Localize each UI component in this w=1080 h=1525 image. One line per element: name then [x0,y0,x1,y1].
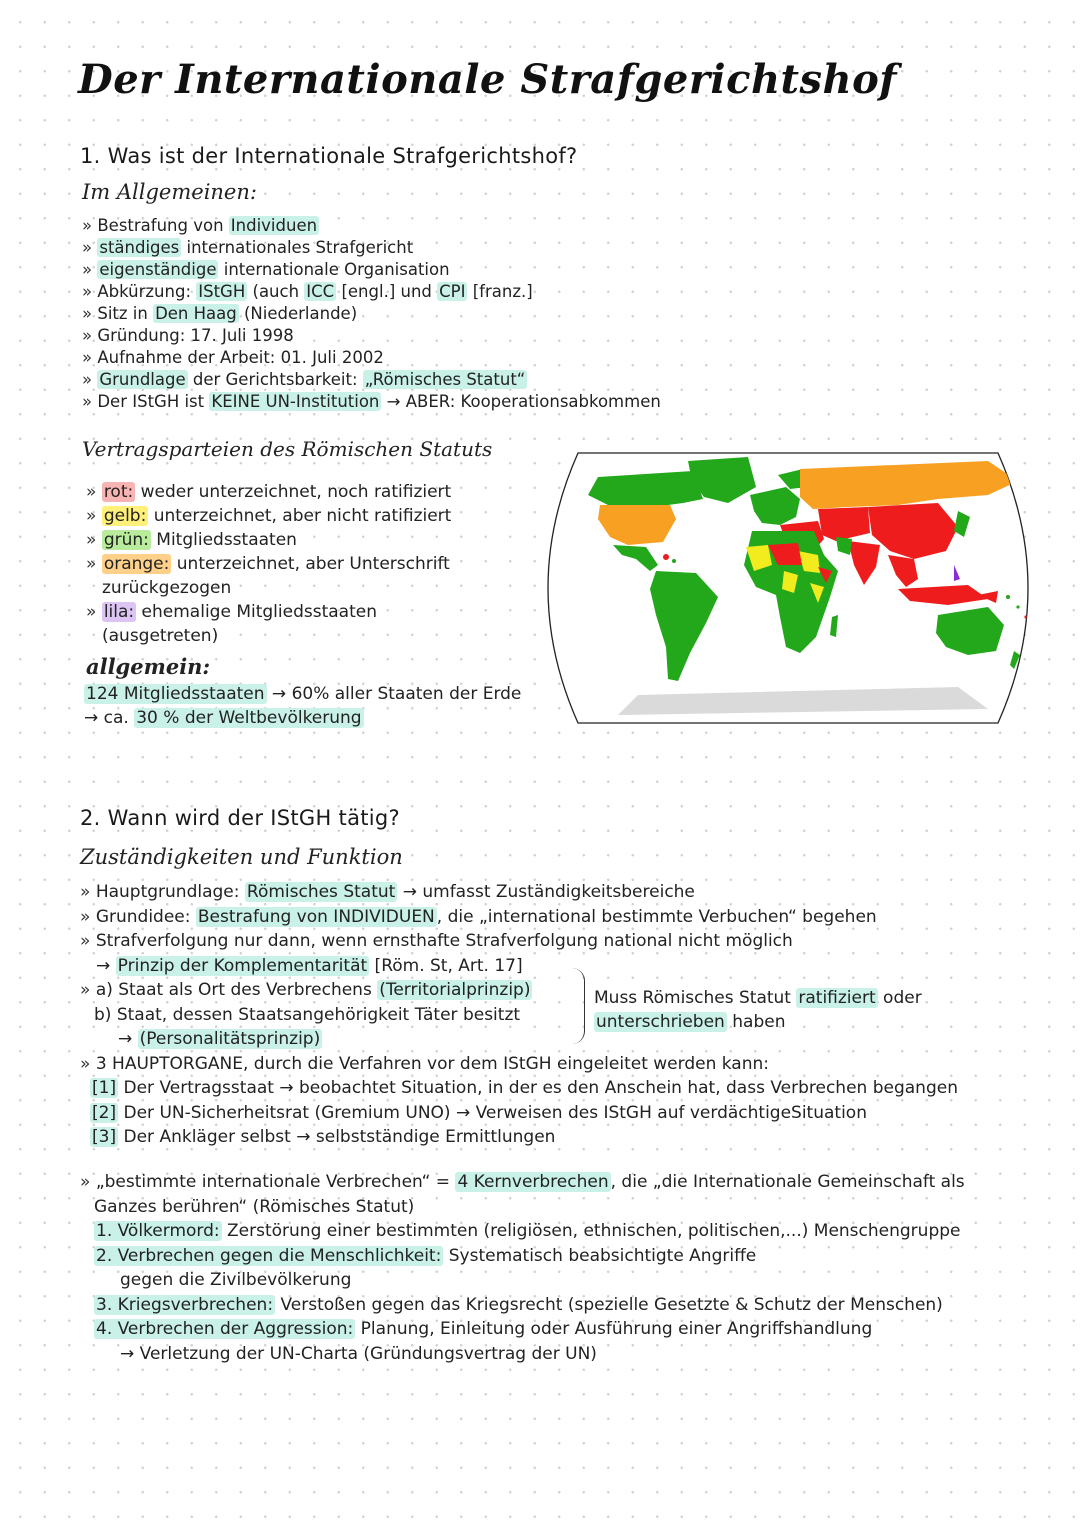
page-title: Der Internationale Strafgerichtshof [78,56,898,103]
organ-3: [3] Der Ankläger selbst → selbstständige Ermittlungen [92,1127,556,1147]
crime-3: 3. Kriegsverbrechen: Verstoßen gegen das Kriegsrecht (spezielle Gesetzte & Schutz der Menschen) [96,1294,943,1315]
crime-4-cont: → Verletzung der UN-Charta (Gründungsvertrag der UN) [120,1343,597,1364]
complementarity-line: → Prinzip der Komplementarität [Röm. St, Art. 17] [96,955,523,976]
legend-purple: » lila: ehemalige Mitgliedsstaaten [86,600,451,624]
list-item: » Bestrafung von Individuen [82,215,661,237]
legend-yellow: » gelb: unterzeichnet, aber nicht ratifiziert [86,504,451,528]
section1-heading: 1. Was ist der Internationale Strafgerichtshof? [80,144,578,168]
organ-1: [1] Der Vertragsstaat → beobachtet Situation, in der es den Anschein hat, dass Verbrechen begangen [92,1078,958,1098]
legend-orange: » orange: unterzeichnet, aber Unterschrift [86,552,451,576]
legend-orange-cont: zurückgezogen [102,578,232,598]
list-item: » Grundlage der Gerichtsbarkeit: „Römisches Statut“ [82,369,661,391]
list-item: » 3 HAUPTORGANE, durch die Verfahren vor dem IStGH eingeleitet werden kann: [80,1052,958,1077]
list-item: » ständiges internationales Strafgericht [82,237,661,259]
section1-list [82,215,661,413]
list-item: » Aufnahme der Arbeit: 01. Juli 2002 [82,347,661,369]
list-item: » Gründung: 17. Juli 1998 [82,325,661,347]
list-item: » Der IStGH ist KEINE UN-Institution → ABER: Kooperationsabkommen [82,391,661,413]
list-item: » Strafverfolgung nur dann, wenn ernsthafte Strafverfolgung national nicht möglich [80,929,958,954]
section2-subheading: Zuständigkeiten und Funktion [80,845,403,869]
crimes-block [80,1170,965,1366]
world-map [518,447,1058,729]
list-item: » a) Staat als Ort des Verbrechens (Territorialprinzip) [80,978,958,1003]
general-heading: allgemein: [86,654,211,679]
list-item: » Abkürzung: IStGH (auch ICC [engl.] und CPI [franz.] [82,281,661,303]
crime-1: 1. Völkermord: Zerstörung einer bestimmten (religiösen, ethnischen, politischen,...) Menschengruppe [96,1221,961,1241]
general-line-1: 124 Mitgliedsstaaten → 60% aller Staaten der Erde [86,684,522,704]
section2-heading: 2. Wann wird der IStGH tätig? [80,806,400,830]
list-item: » Hauptgrundlage: Römisches Statut → umfasst Zuständigkeitsbereiche [80,880,958,905]
list-item: » Sitz in Den Haag (Niederlande) [82,303,661,325]
crimes-intro-2: Ganzes berühren“ (Römisches Statut) [94,1196,415,1217]
b-line: b) Staat, dessen Staatsangehörigkeit Täter besitzt [94,1004,521,1025]
legend-green: » grün: Mitgliedsstaaten [86,528,451,552]
legend-red: » rot: weder unterzeichnet, noch ratifiziert [86,480,451,504]
crime-4: 4. Verbrechen der Aggression: Planung, Einleitung oder Ausführung einer Angriffshandlung [96,1319,873,1339]
curly-brace [572,968,585,1044]
map-legend [86,480,451,648]
crime-2: 2. Verbrechen gegen die Menschlichkeit: Systematisch beabsichtigte Angriffe [96,1245,757,1266]
brace-note: Muss Römisches Statut ratifiziert oder unterschrieben haben [594,988,922,1032]
list-item: » eigenständige internationale Organisation [82,259,661,281]
organ-2: [2] Der UN-Sicherheitsrat (Gremium UNO) → Verweisen des IStGH auf verdächtigeSituation [92,1102,867,1123]
general-line-2: → ca. 30 % der Weltbevölkerung [84,708,362,728]
crimes-intro: » „bestimmte internationale Verbrechen“ = 4 Kernverbrechen , die „die Internationale Gemeinschaft als [80,1170,965,1195]
parties-heading: Vertragsparteien des Römischen Statuts [82,437,493,461]
b-line-2: → (Personalitätsprinzip) [118,1029,321,1049]
crime-2-cont: gegen die Zivilbevölkerung [120,1270,352,1290]
section1-subheading: Im Allgemeinen: [82,180,257,204]
list-item: » Grundidee: Bestrafung von INDIVIDUEN , die „international bestimmte Verbuchen“ begehen [80,905,958,930]
legend-purple-cont: (ausgetreten) [102,626,219,646]
